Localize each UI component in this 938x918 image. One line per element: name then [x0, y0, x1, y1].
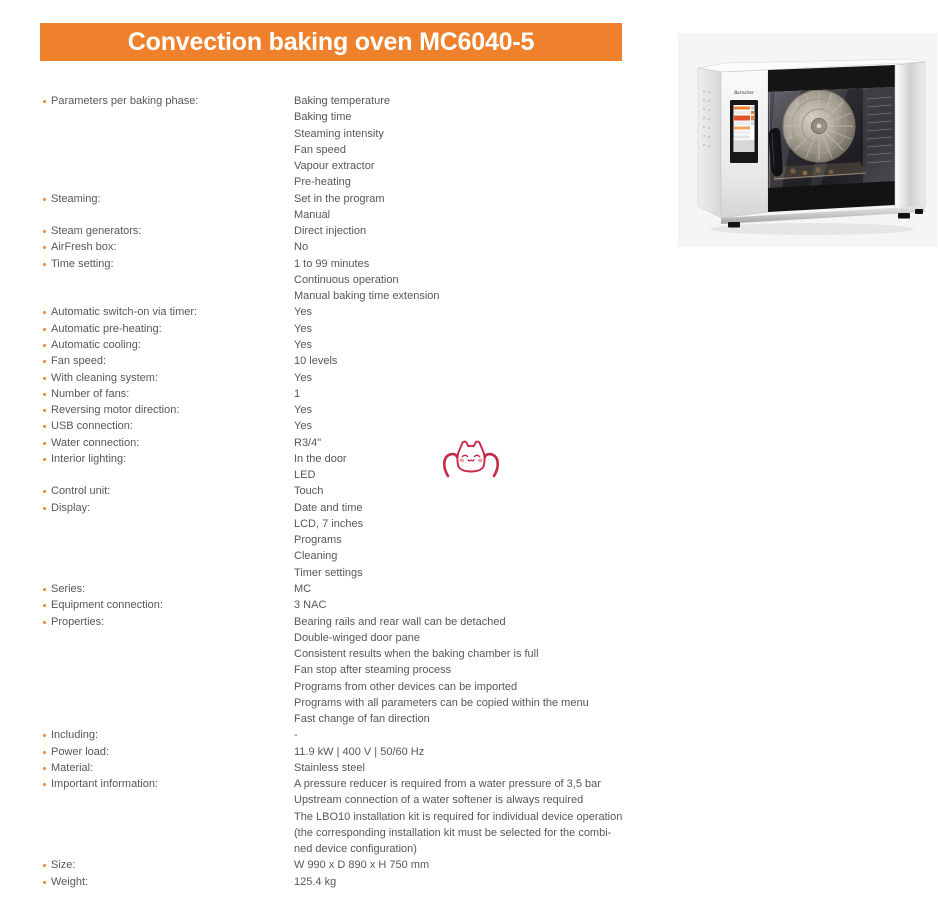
spec-value: Consistent results when the baking chamber is full — [294, 648, 539, 661]
spec-label: Size: — [51, 859, 76, 872]
oven-control-panel — [721, 70, 768, 218]
spec-value: (the corresponding installation kit must be selected for the combi- — [294, 826, 612, 839]
spec-value: 11.9 kW | 400 V | 50/60 Hz — [294, 745, 425, 758]
spec-value: Yes — [294, 371, 312, 384]
spec-value: Yes — [294, 338, 312, 351]
title-bar — [40, 23, 622, 61]
bullet-icon — [43, 458, 46, 461]
spec-row — [38, 566, 638, 582]
spec-row — [38, 810, 638, 826]
oven-left-panel — [698, 68, 721, 218]
spec-label: Parameters per baking phase: — [51, 95, 199, 107]
spec-value: Fan stop after steaming process — [294, 664, 452, 677]
spec-row — [38, 159, 638, 175]
spec-row — [38, 615, 638, 631]
bullet-icon — [43, 377, 46, 380]
spec-row — [38, 468, 638, 484]
spec-label: Automatic pre-heating: — [51, 322, 162, 335]
spec-value: A pressure reducer is required from a water pressure of 3,5 bar — [294, 778, 601, 791]
bullet-icon — [43, 881, 46, 884]
brand-logo: Bartscher — [734, 91, 754, 96]
spec-value: Baking temperature — [294, 95, 390, 107]
spec-label: Reversing motor direction: — [51, 404, 180, 417]
spec-row — [38, 647, 638, 663]
bullet-icon — [43, 588, 46, 591]
bullet-icon — [43, 263, 46, 266]
spec-row — [38, 598, 638, 614]
spec-row — [38, 354, 638, 370]
spec-value: Bearing rails and rear wall can be detached — [294, 615, 506, 628]
spec-value: Yes — [294, 306, 312, 319]
spec-value: Manual baking time extension — [294, 290, 440, 303]
spec-label: AirFresh box: — [51, 241, 117, 254]
spec-value: Pre-heating — [294, 176, 351, 189]
spec-row — [38, 745, 638, 761]
spec-label: Interior lighting: — [51, 452, 127, 465]
spec-list — [38, 94, 638, 891]
spec-row — [38, 663, 638, 679]
spec-value: Upstream connection of a water softener is always required — [294, 794, 584, 807]
spec-label: Weight: — [51, 875, 89, 888]
bullet-icon — [43, 246, 46, 249]
spec-label: Equipment connection: — [51, 599, 163, 612]
bullet-icon — [43, 425, 46, 428]
spec-value: Direct injection — [294, 225, 367, 238]
spec-row — [38, 289, 638, 305]
spec-row — [38, 175, 638, 191]
spec-row — [38, 826, 638, 842]
spec-value: Date and time — [294, 501, 363, 514]
spec-row — [38, 793, 638, 809]
spec-row — [38, 403, 638, 419]
bullet-icon — [43, 507, 46, 510]
bullet-icon — [43, 230, 46, 233]
spec-value: Timer settings — [294, 566, 363, 579]
bullet-icon — [43, 734, 46, 737]
spec-row — [38, 273, 638, 289]
bullet-icon — [43, 767, 46, 770]
spec-label: Time setting: — [51, 257, 114, 270]
spec-value: Stainless steel — [294, 761, 365, 774]
spec-row — [38, 777, 638, 793]
spec-value: LED — [294, 469, 316, 482]
spec-value: 1 to 99 minutes — [294, 257, 370, 270]
spec-label: Control unit: — [51, 485, 111, 498]
spec-value: - — [294, 729, 298, 742]
spec-row — [38, 127, 638, 143]
bullet-icon — [43, 360, 46, 363]
spec-row — [38, 761, 638, 777]
product-photo — [678, 33, 937, 247]
spec-value: R3/4" — [294, 436, 322, 449]
oven-door — [766, 65, 895, 212]
cat-doodle-icon — [441, 436, 501, 478]
spec-row — [38, 240, 638, 256]
spec-value: Programs — [294, 534, 342, 547]
spec-row — [38, 224, 638, 240]
bullet-icon — [43, 344, 46, 347]
spec-value: Fan speed — [294, 143, 346, 156]
spec-value: MC — [294, 582, 312, 595]
spec-row — [38, 517, 638, 533]
spec-value: 3 NAC — [294, 599, 327, 612]
spec-label: Steaming: — [51, 192, 101, 205]
spec-row — [38, 501, 638, 517]
spec-label: Material: — [51, 761, 94, 774]
spec-row — [38, 582, 638, 598]
spec-value: Yes — [294, 322, 312, 335]
spec-label: Water connection: — [51, 436, 140, 449]
spec-value: Set in the program — [294, 192, 385, 205]
spec-row — [38, 875, 638, 891]
spec-value: W 990 x D 890 x H 750 mm — [294, 859, 430, 872]
spec-value: 1 — [294, 387, 301, 400]
spec-row — [38, 858, 638, 874]
spec-value: Programs with all parameters can be copied within the menu — [294, 696, 589, 709]
spec-row — [38, 338, 638, 354]
bullet-icon — [43, 100, 46, 103]
spec-row — [38, 452, 638, 468]
spec-label: Automatic cooling: — [51, 338, 141, 351]
spec-label: Display: — [51, 501, 91, 514]
bullet-icon — [43, 751, 46, 754]
spec-row — [38, 436, 638, 452]
spec-row — [38, 208, 638, 224]
spec-row — [38, 305, 638, 321]
spec-value: 10 levels — [294, 355, 338, 368]
spec-label: Fan speed: — [51, 355, 107, 368]
spec-value: 125.4 kg — [294, 875, 337, 888]
bullet-icon — [43, 328, 46, 331]
spec-row — [38, 549, 638, 565]
spec-label: With cleaning system: — [51, 371, 158, 384]
spec-value: Yes — [294, 404, 312, 417]
spec-row — [38, 680, 638, 696]
spec-label: Steam generators: — [51, 225, 142, 238]
spec-value: Fast change of fan direction — [294, 713, 430, 726]
spec-row — [38, 257, 638, 273]
bullet-icon — [43, 864, 46, 867]
bullet-icon — [43, 311, 46, 314]
spec-value: Continuous operation — [294, 273, 399, 286]
bullet-icon — [43, 393, 46, 396]
spec-value: Double-winged door pane — [294, 631, 420, 644]
spec-row — [38, 631, 638, 647]
spec-row — [38, 143, 638, 159]
spec-value: Touch — [294, 485, 324, 498]
bullet-icon — [43, 621, 46, 624]
spec-value: The LBO10 installation kit is required for individual device operation — [294, 810, 623, 823]
spec-row — [38, 533, 638, 549]
spec-label: Important information: — [51, 778, 158, 791]
spec-value: ned device configuration) — [294, 843, 417, 856]
bullet-icon — [43, 783, 46, 786]
spec-value: In the door — [294, 452, 347, 465]
oven-display — [730, 100, 758, 163]
spec-label: Automatic switch-on via timer: — [51, 306, 198, 319]
spec-value: Baking time — [294, 111, 352, 124]
spec-row — [38, 110, 638, 126]
spec-row — [38, 322, 638, 338]
spec-label: USB connection: — [51, 420, 133, 433]
spec-value: Vapour extractor — [294, 160, 375, 173]
bullet-icon — [43, 604, 46, 607]
spec-label: Power load: — [51, 745, 110, 758]
spec-label: Properties: — [51, 615, 105, 628]
spec-label: Number of fans: — [51, 387, 130, 400]
spec-row — [38, 712, 638, 728]
bullet-icon — [43, 409, 46, 412]
oven-right-panel — [895, 62, 925, 210]
page-title: Convection baking oven MC6040-5 — [127, 27, 535, 56]
spec-row — [38, 387, 638, 403]
spec-row — [38, 696, 638, 712]
spec-row — [38, 842, 638, 858]
spec-row — [38, 371, 638, 387]
bullet-icon — [43, 490, 46, 493]
spec-value: Steaming intensity — [294, 127, 384, 140]
spec-value: Yes — [294, 420, 312, 433]
spec-label: Series: — [51, 582, 86, 595]
spec-value: Cleaning — [294, 550, 338, 563]
spec-row — [38, 192, 638, 208]
spec-row — [38, 94, 638, 110]
bullet-icon — [43, 442, 46, 445]
spec-value: LCD, 7 inches — [294, 517, 364, 530]
spec-value: Manual — [294, 208, 331, 221]
spec-row — [38, 728, 638, 744]
spec-row — [38, 484, 638, 500]
bullet-icon — [43, 198, 46, 201]
spec-row — [38, 419, 638, 435]
spec-value: Programs from other devices can be imported — [294, 680, 518, 693]
spec-value: No — [294, 241, 309, 254]
spec-label: Including: — [51, 729, 99, 742]
